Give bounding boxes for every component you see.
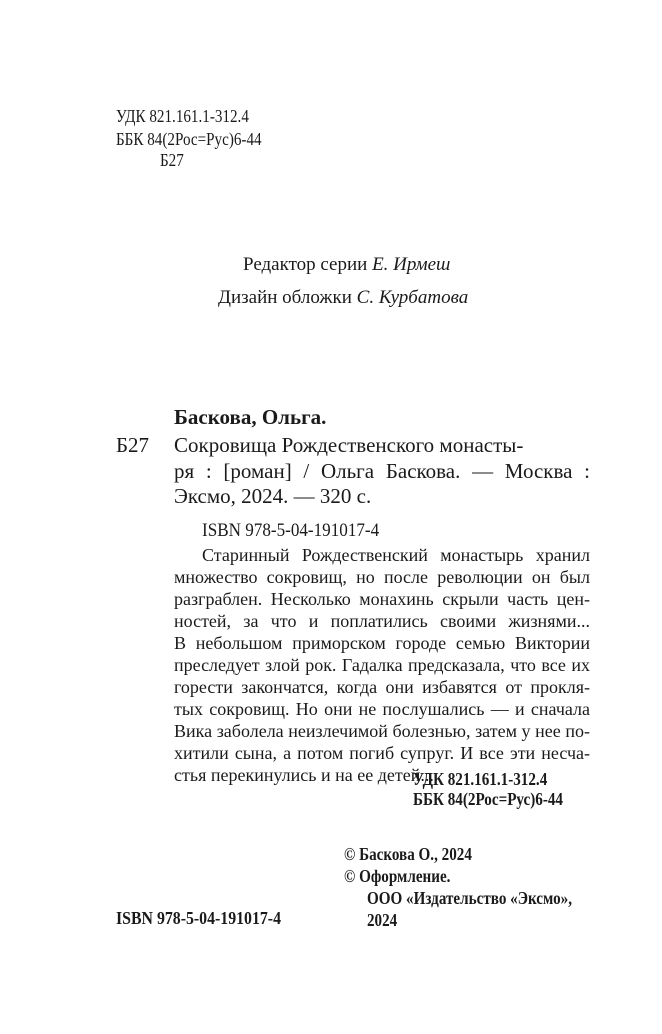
copyright-design: © Оформление. — [344, 866, 451, 886]
annotation-line: стья перекинулись и на ее детей... — [174, 765, 434, 785]
annotation-line: Вика заболела неизлечимой болезнью, затем у нее по- — [174, 721, 590, 741]
series-editor-name: Е. Ирмеш — [372, 254, 451, 275]
isbn-bold: ISBN 978-5-04-191017-4 — [116, 908, 281, 928]
udk-bottom: УДК 821.161.1-312.4 — [413, 769, 548, 789]
annotation-line: хитили сына, а потом погиб супруг. И все эти несча- — [174, 743, 590, 763]
catalog-title-line-2: ря : [роман] / Ольга Баскова. — Москва : — [174, 459, 590, 483]
annotation-line: ностей, за что и поплатились своими жизнями... — [174, 611, 590, 631]
annotation-line: Старинный Рождественский монастырь хранил — [202, 545, 590, 565]
cover-design — [218, 285, 468, 311]
copyright-year: 2024 — [367, 910, 398, 930]
cover-design-name: С. Курбатова — [356, 287, 469, 308]
bbk-top: ББК 84(2Рос=Рус)6-44 — [116, 129, 262, 149]
bbk-bottom: ББК 84(2Рос=Рус)6-44 — [413, 789, 563, 809]
annotation-line: В небольшом приморском городе семью Виктории — [174, 633, 590, 653]
annotation-line: разграблен. Несколько монахинь скрыли часть цен- — [174, 589, 590, 609]
series-editor — [243, 252, 450, 278]
udk-top: УДК 821.161.1-312.4 — [116, 106, 249, 126]
catalog-title-line-3: Эксмо, 2024. — 320 с. — [174, 484, 372, 508]
catalog-title-line-1: Сокровища Рождественского монасты- — [174, 433, 524, 457]
copyright-author: © Баскова О., 2024 — [344, 844, 472, 864]
series-editor-label: Редактор серии — [243, 254, 373, 275]
cover-design-label: Дизайн обложки — [218, 287, 357, 308]
catalog-code: Б27 — [116, 433, 150, 457]
annotation-line: множество сокровищ, но после революции он был — [174, 567, 590, 587]
copyright-publisher: ООО «Издательство «Эксмо», — [367, 888, 573, 908]
annotation-line: преследует злой рок. Гадалка предсказала, что все их — [174, 655, 590, 675]
annotation-line: тых сокровищ. Но они не послушались — и сначала — [174, 699, 590, 719]
annotation-line: горести закончатся, когда они избавятся от прокля- — [174, 677, 590, 697]
catalog-isbn: ISBN 978-5-04-191017-4 — [202, 520, 380, 541]
catalog-author: Баскова, Ольга. — [174, 405, 327, 429]
author-code-top: Б27 — [160, 150, 184, 170]
